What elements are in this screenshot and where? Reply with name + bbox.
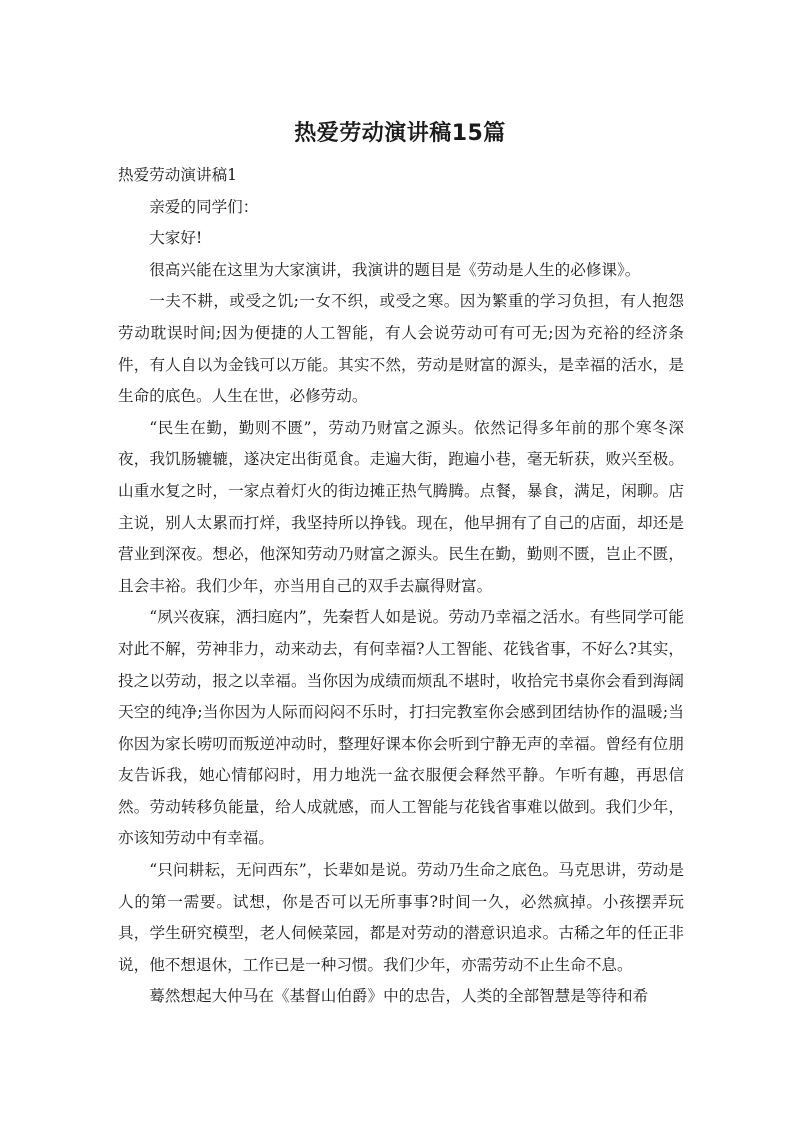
paragraph-greeting: 亲爱的同学们：: [149, 197, 259, 216]
document-body: [118, 160, 684, 1013]
paragraph-body: “只问耕耘，无问西东”，长辈如是说。劳动乃生命之底色。马克思讲，劳动是人的第一需要。试想，你是否可以无所事事?时间一久，必然疯掉。小孩摆弄玩具，学生研究模型，老人伺候菜园，都是对劳动的潜意识追求。古稀之年的任正非说，他不想退休，工作已是一种习惯。我们少年，亦需劳动不止生命不息。: [118, 861, 684, 974]
paragraph-body: “民生在勤，勤则不匮”，劳动乃财富之源头。依然记得多年前的那个寒冬深夜，我饥肠辘辘，遂决定出街觅食。走遍大街，跑遍小巷，毫无斩获，败兴至极。山重水复之时，一家点着灯火的街边摊正热气腾腾。点餐，暴食，满足，闲聊。店主说，别人太累而打烊，我坚持所以挣钱。现在，他早拥有了自己的店面，却还是营业到深夜。想必，他深知劳动乃财富之源头。民生在勤，勤则不匮，岂止不匮，且会丰裕。我们少年，亦当用自己的双手去赢得财富。: [118, 418, 684, 595]
paragraph-body: 蓦然想起大仲马在《基督山伯爵》中的忠告，人类的全部智慧是等待和希: [149, 987, 649, 1006]
document-title: 热爱劳动演讲稿15篇: [294, 121, 506, 146]
paragraph-hello: 大家好!: [149, 229, 203, 248]
paragraph-body: 一夫不耕，或受之饥;一女不织，或受之寒。因为繁重的学习负担，有人抱怨劳动耽误时间;因为便捷的人工智能，有人会说劳动可有可无;因为充裕的经济条件，有人自以为金钱可以万能。其实不然，劳动是财富的源头，是幸福的活水，是生命的底色。人生在世，必修劳动。: [118, 292, 684, 406]
paragraph-body: “夙兴夜寐，洒扫庭内”，先秦哲人如是说。劳动乃幸福之活水。有些同学可能对此不解，劳神非力，动来动去，有何幸福?人工智能、花钱省事，不好么?其实，投之以劳动，报之以幸福。当你因为成绩而烦乱不堪时，收拾完书桌你会看到海阔天空的纯净;当你因为人际而闷闷不乐时，打扫完教室你会感到团结协作的温暖;当你因为家长唠叨而叛逆冲动时，整理好课本你会听到宁静无声的幸福。曾经有位朋友告诉我，她心情郁闷时，用力地洗一盆衣服便会释然平静。乍听有趣，再思信然。劳动转移负能量，给人成就感，而人工智能与花钱省事难以做到。我们少年，亦该知劳动中有幸福。: [118, 608, 684, 848]
paragraph-intro: 很高兴能在这里为大家演讲，我演讲的题目是《劳动是人生的必修课》。: [149, 260, 641, 279]
section-heading: 热爱劳动演讲稿1: [118, 166, 238, 184]
